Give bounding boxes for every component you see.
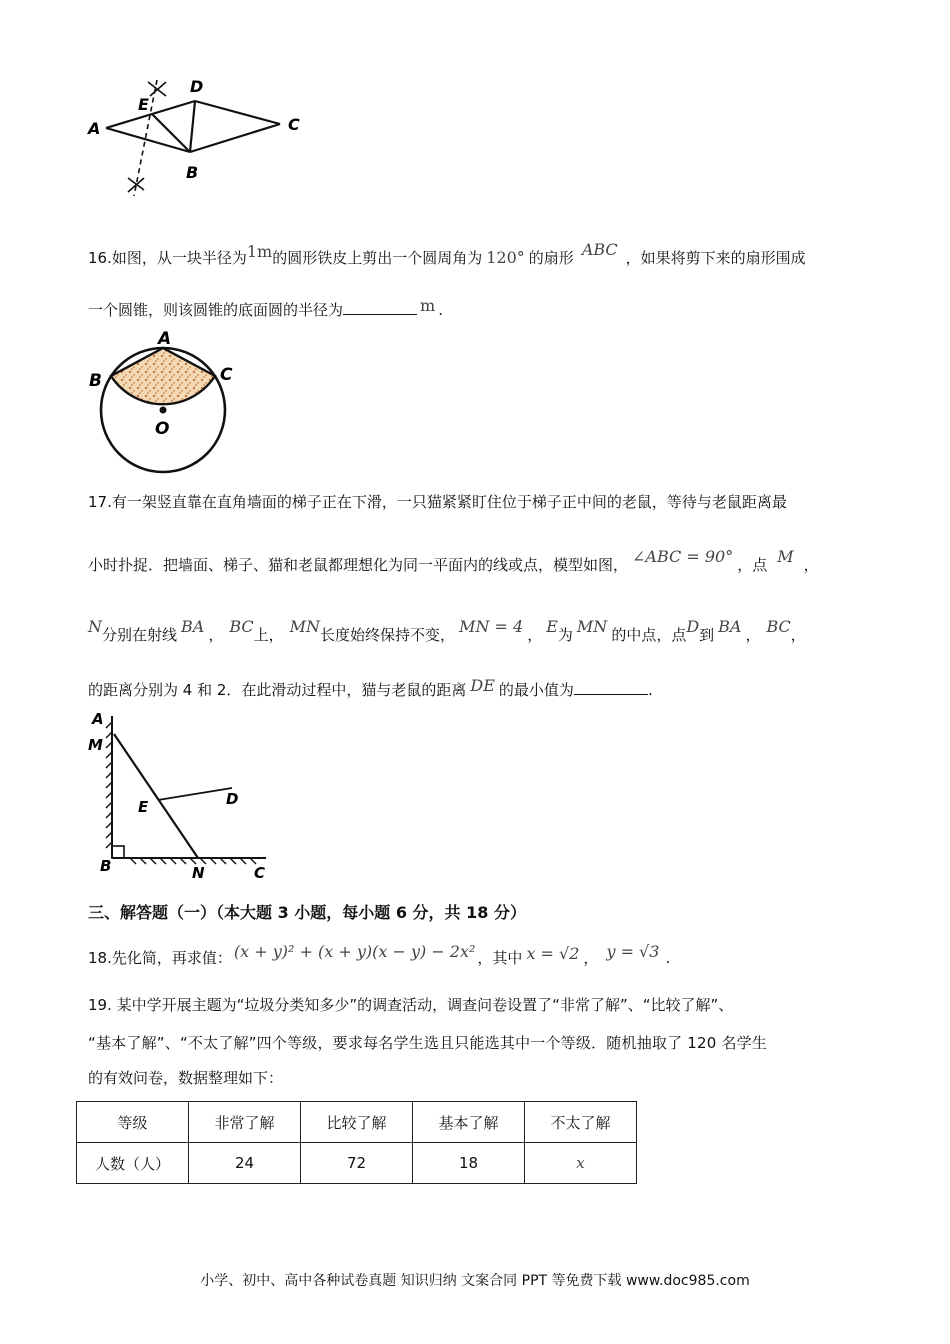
fig17-label-d: D [226,790,239,808]
q17-point-m: M [777,547,794,566]
q17-point-e: E [546,617,558,636]
q17-comma-5: ， [790,626,806,644]
q17-text-2b: ，点 [737,556,768,574]
q16-line2 [88,296,443,320]
q17-text-4b: 的最小值为 [498,681,574,699]
q17-segment-mn: MN [289,617,321,636]
fig15-label-e: E [138,95,149,114]
q16-text-1: 如图，从一块半径为 [111,249,247,267]
q17-point-n: N [88,617,102,636]
fig16-label-o: O [155,419,170,439]
q17-distance-de: DE [470,676,495,695]
table-header-cell: 非常了解 [189,1102,301,1143]
q17-ray-ba: BA [181,617,205,636]
q18-line [88,942,671,968]
table-header-cell: 基本了解 [413,1102,525,1143]
q18-expression: (x + y)² + (x + y)(x − y) − 2x² [233,942,476,961]
q17-line2 [88,547,819,575]
q16-angle: 120° [486,248,525,267]
fig15-label-b: B [186,163,199,182]
fig17-label-b: B [100,857,112,875]
q17-comma-3: ， [527,626,543,644]
q16-number: 16. [88,249,112,267]
page-footer: 小学、初中、高中各种试卷真题 知识归纳 文案合同 PPT 等免费下载 www.doc985.com [200,1273,750,1289]
q19-line1: 19. 某中学开展主题为“垃圾分类知多少”的调查活动，调查问卷设置了“非常了解”、“比较了解”、 [88,996,734,1014]
figure-q16 [88,330,248,475]
q17-text-3d: 为 [557,626,573,644]
q17-text-3a: 分别在射线 [102,626,178,644]
q17-text-2a: 小时扑捉．把墙面、梯子、猫和老鼠都理想化为同一平面内的线或点，模型如图， [88,556,629,574]
fig15-label-a: A [88,119,101,138]
q17-line1: 17.有一架竖直靠在直角墙面的梯子正在下滑，一只猫紧紧盯住位于梯子正中间的老鼠，等待与老鼠距离最 [88,493,787,511]
q17-answer-blank[interactable] [574,680,648,695]
q17-angle-expr: ∠ABC = 90° [632,547,734,566]
q16-text-4: ，如果将剪下来的扇形围成 [625,249,806,267]
fig15-label-d: D [190,77,204,96]
q17-mn-equals-4: MN = 4 [459,617,524,636]
fig17-label-e: E [138,798,149,816]
q17-point-d: D [686,617,700,636]
fig16-label-a: A [158,330,172,349]
q17-comma-2: ， [208,626,224,644]
q19-line3: 的有效问卷，数据整理如下： [88,1069,284,1087]
q17-period: . [647,681,653,699]
fig16-label-b: B [89,371,102,391]
q16-text-2: 的圆形铁皮上剪出一个圆周角为 [272,249,483,267]
q18-y-value: y = √3 [606,942,660,961]
q17-ray-ba-2: BA [718,617,742,636]
q16-text-5: 一个圆锥，则该圆锥的底面圆的半径为 [88,301,344,319]
q17-text-4a: 的距离分别为 4 和 2．在此滑动过程中，猫与老鼠的距离 [88,681,467,699]
q16-text-3: 的扇形 [528,249,574,267]
table-cell: 18 [413,1143,525,1184]
q16-unit: m [420,296,436,315]
q17-comma: ， [803,556,819,574]
q17-ray-bc: BC [229,617,254,636]
section-heading: 三、解答题（一）（本大题 3 小题，每小题 6 分，共 18 分） [88,903,526,922]
q17-text-3f: 到 [699,626,715,644]
q17-line4 [88,676,653,700]
fig17-label-c: C [254,864,266,882]
figure-q17 [84,708,274,884]
fig15-label-c: C [288,115,300,134]
q16-period: . [438,301,443,319]
figure-q15 [80,70,320,210]
table-header-cell: 不太了解 [525,1102,637,1143]
q18-text-1: 18.先化简，再求值： [88,949,232,967]
q18-period: . [665,949,671,967]
table-header-row [77,1102,637,1143]
table-cell: x [525,1143,637,1184]
q17-segment-mn-2: MN [576,617,608,636]
survey-table [76,1101,637,1184]
q17-line3 [88,617,806,645]
q18-text-2: ，其中 [477,949,523,967]
table-cell: 人数（人） [77,1143,189,1184]
q16-radius: 1m [246,242,273,261]
table-header-cell: 比较了解 [301,1102,413,1143]
table-cell: 24 [189,1143,301,1184]
q16-answer-blank[interactable] [343,300,417,315]
q16-sector: ABC [581,240,618,259]
q17-text-3e: 的中点，点 [611,626,687,644]
table-header-cell: 等级 [77,1102,189,1143]
table-cell: 72 [301,1143,413,1184]
q17-ray-bc-2: BC [766,617,791,636]
fig17-label-n: N [192,864,205,882]
q18-separator: ， [583,949,599,967]
table-row [77,1143,637,1184]
q17-text-3c: 长度始终保持不变， [320,626,456,644]
fig17-label-m: M [88,736,103,754]
q18-x-value: x = √2 [526,944,580,963]
fig16-label-c: C [220,365,233,385]
q17-text-3b: 上， [253,626,284,644]
q17-comma-4: ， [745,626,761,644]
q16-line1 [88,240,806,268]
q19-line2: “基本了解”、“不太了解”四个等级，要求每名学生选且只能选其中一个等级．随机抽取了 120 名学生 [88,1034,768,1052]
fig17-label-a: A [92,710,104,728]
